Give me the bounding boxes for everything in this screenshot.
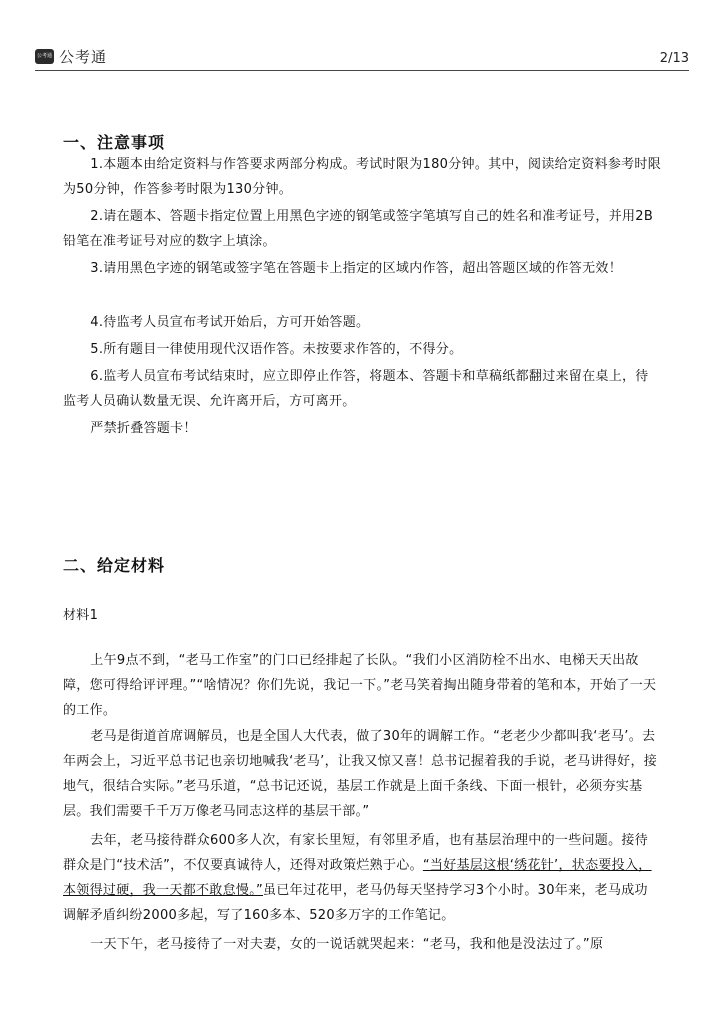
logo — [35, 46, 107, 67]
paragraph-3-text-before: 去年，老马接待群众600多人次，有家长里短，有邻里矛盾，也有基层治理中的一些问题。接待群众是门“技术活”，不仅要真诚待人，还得对政策烂熟于心。 — [63, 833, 649, 873]
material-label: 材料1 — [63, 608, 99, 623]
material-paragraph-3 — [63, 828, 661, 928]
material-paragraph-4: 一天下午，老马接待了一对夫妻，女的一说话就哭起来：“老马，我和他是没法过了。”原 — [90, 937, 604, 952]
section-title-materials: 二、给定材料 — [63, 556, 166, 575]
logo-text: 公考通 — [59, 48, 108, 66]
notice-item-4: 4.待监考人员宣布考试开始后，方可开始答题。 — [90, 315, 370, 330]
notice-item-3: 3.请用黑色字迹的钢笔或签字笔在答题卡上指定的区域内作答，超出答题区域的作答无效！ — [90, 261, 623, 276]
material-paragraph-1: 上午9点不到，“老马工作室”的门口已经排起了长队。“我们小区消防栓不出水、电梯天天出故障，您可得给评评理。”“啥情况？你们先说，我记一下。”老马笑着掏出随身带着的笔和本，开始了一天的工作。 — [63, 653, 657, 718]
section-title-notes: 一、注意事项 — [63, 133, 166, 152]
notice-item-6: 6.监考人员宣布考试结束时，应立即停止作答，将题本、答题卡和草稿纸都翻过来留在桌上，待监考人员确认数量无误、允许离开后，方可离开。 — [63, 369, 649, 409]
material-paragraph-2: 老马是街道首席调解员，也是全国人大代表，做了30年的调解工作。“老老少少都叫我‘老马’。去年两会上，习近平总书记也亲切地喊我‘老马’，让我又惊又喜！总书记握着我的手说，老马讲得好，接地气，很结合实际。”老马乐道，“总书记还说，基层工作就是上面千条线、下面一根针，必须夯实基层。我们需要千千万万像老马同志这样的基层干部。” — [63, 729, 658, 819]
paragraph-3-text-after: 虽已年过花甲，老马仍每天坚持学习3个小时。30年来，老马成功调解矛盾纠纷2000多起，写了160多本、520多万字的工作笔记。 — [63, 883, 648, 923]
notice-item-2: 2.请在题本、答题卡指定位置上用黑色字迹的钢笔或签字笔填写自己的姓名和准考证号，并用2B铅笔在准考证号对应的数字上填涂。 — [63, 209, 654, 249]
paragraph-3-underlined-quote: “当好基层这根‘绣花针’，状态要投入，本领得过硬，我一天都不敢怠慢。” — [63, 858, 652, 898]
notice-item-1: 1.本题本由给定资料与作答要求两部分构成。考试时限为180分钟。其中，阅读给定资料参考时限为50分钟，作答参考时限为130分钟。 — [63, 157, 662, 197]
notice-warning: 严禁折叠答题卡！ — [90, 421, 197, 436]
notice-item-5: 5.所有题目一律使用现代汉语作答。未按要求作答的，不得分。 — [90, 342, 463, 357]
logo-mark-icon: 公考通 — [35, 49, 54, 64]
page-header — [35, 42, 689, 71]
page-number: 2/13 — [659, 51, 689, 66]
